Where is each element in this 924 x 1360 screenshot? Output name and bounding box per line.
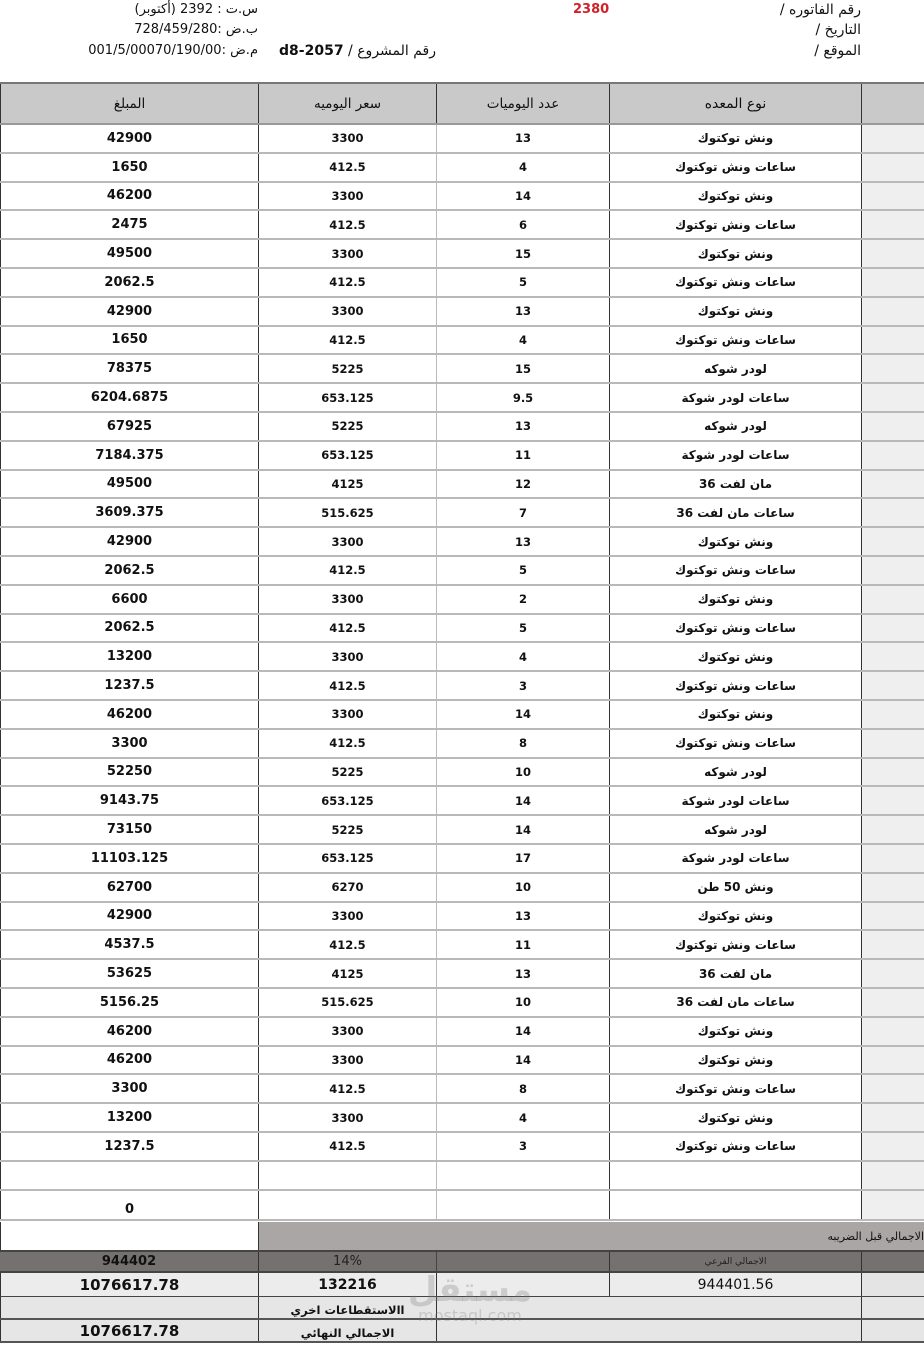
table-row	[0, 643, 924, 672]
subtotal-bar	[0, 1250, 924, 1273]
table-row	[0, 960, 924, 989]
date-label: التاريخ /	[815, 22, 861, 38]
days-cell: 4	[437, 643, 610, 670]
row-stub-cell	[862, 240, 924, 267]
pretax-empty-cell	[0, 1222, 259, 1250]
daily-price-cell: 412.5	[259, 672, 437, 699]
amount-cell: 46200	[0, 1018, 259, 1045]
table-row	[0, 1104, 924, 1133]
project-number: d8-2057	[279, 43, 344, 59]
row-stub-cell	[862, 1047, 924, 1074]
amount-cell: 5156.25	[0, 989, 259, 1016]
amount-cell: 49500	[0, 471, 259, 498]
days-cell: 2	[437, 586, 610, 613]
amount-cell: 11103.125	[0, 845, 259, 872]
project-label-text: رقم المشروع /	[348, 43, 436, 59]
days-cell: 15	[437, 355, 610, 382]
equipment-cell: ونش توكتوك	[610, 643, 862, 670]
days-cell: 5	[437, 269, 610, 296]
column-header-daily-price: سعر اليوميه	[259, 84, 437, 123]
daily-price-cell: 653.125	[259, 384, 437, 411]
row-stub-cell	[862, 528, 924, 555]
row-stub-cell	[862, 701, 924, 728]
table-row	[0, 874, 924, 903]
amount-cell: 13200	[0, 643, 259, 670]
amount-cell: 1237.5	[0, 672, 259, 699]
table-row	[0, 1075, 924, 1104]
table-row	[0, 672, 924, 701]
days-cell: 4	[437, 1104, 610, 1131]
equipment-cell: ونش توكتوك	[610, 125, 862, 152]
amount-cell: 2062.5	[0, 269, 259, 296]
row-stub-cell	[862, 989, 924, 1016]
daily-price-cell: 3300	[259, 903, 437, 930]
table-row	[0, 615, 924, 644]
equipment-cell: ساعات لودر شوكة	[610, 787, 862, 814]
days-cell: 4	[437, 327, 610, 354]
amount-cell: 9143.75	[0, 787, 259, 814]
other-deductions-label: االاستقطاعات اخري	[259, 1297, 437, 1318]
amount-cell: 52250	[0, 759, 259, 786]
table-row	[0, 471, 924, 500]
amount-cell: 3300	[0, 1075, 259, 1102]
watermark-domain: mostaql.com	[418, 1306, 522, 1325]
amount-cell: 7184.375	[0, 442, 259, 469]
row-stub-cell	[862, 845, 924, 872]
commercial-register: س.ت : 2392 (أكتوبر)	[134, 2, 258, 17]
table-row	[0, 528, 924, 557]
equipment-cell: ساعات ونش توكتوك	[610, 1075, 862, 1102]
daily-price-cell: 4125	[259, 471, 437, 498]
tax-amount: 132216	[259, 1273, 437, 1296]
table-row	[0, 355, 924, 384]
row-stub-cell	[862, 499, 924, 526]
table-row	[0, 269, 924, 298]
equipment-cell: ونش توكتوك	[610, 240, 862, 267]
subtotal-bar-stub	[862, 1252, 924, 1271]
amount-cell: 2475	[0, 211, 259, 238]
table-row	[0, 298, 924, 327]
amount-cell: 4537.5	[0, 931, 259, 958]
daily-price-cell: 412.5	[259, 730, 437, 757]
table-row	[0, 442, 924, 471]
row-stub-cell	[862, 557, 924, 584]
equipment-cell: ونش توكتوك	[610, 1018, 862, 1045]
days-cell: 15	[437, 240, 610, 267]
table-row	[0, 816, 924, 845]
daily-price-cell: 412.5	[259, 327, 437, 354]
days-cell: 5	[437, 615, 610, 642]
amount-cell: 73150	[0, 816, 259, 843]
row-stub-cell	[862, 730, 924, 757]
amount-cell: 53625	[0, 960, 259, 987]
days-cell: 13	[437, 413, 610, 440]
row-stub-cell	[862, 1075, 924, 1102]
row-stub-cell	[862, 615, 924, 642]
days-cell: 14	[437, 1018, 610, 1045]
amount-cell: 46200	[0, 701, 259, 728]
table-row	[0, 759, 924, 788]
table-row	[0, 787, 924, 816]
equipment-cell: ونش توكتوك	[610, 298, 862, 325]
equipment-cell: ساعات ونش توكتوك	[610, 1133, 862, 1160]
equipment-cell: ونش توكتوك	[610, 701, 862, 728]
invoice-number: 2380	[573, 2, 610, 17]
days-cell: 3	[437, 1133, 610, 1160]
row-stub-cell	[862, 960, 924, 987]
daily-price-cell: 515.625	[259, 499, 437, 526]
daily-price-cell: 3300	[259, 1047, 437, 1074]
table-row	[0, 1191, 924, 1221]
equipment-cell: ساعات ونش توكتوك	[610, 672, 862, 699]
equipment-cell: ساعات ونش توكتوك	[610, 615, 862, 642]
other-deductions-stub	[862, 1297, 924, 1318]
location-label: الموقع /	[814, 43, 861, 59]
totals-values-empty	[437, 1273, 610, 1296]
amount-cell: 6600	[0, 586, 259, 613]
amount-cell: 42900	[0, 528, 259, 555]
daily-price-cell: 3300	[259, 1018, 437, 1045]
equipment-cell: ونش توكتوك	[610, 903, 862, 930]
subtotal-exact: 944401.56	[610, 1273, 862, 1296]
row-stub-cell	[862, 298, 924, 325]
daily-price-cell: 412.5	[259, 1075, 437, 1102]
project-number-label	[279, 43, 436, 59]
daily-price-cell: 412.5	[259, 931, 437, 958]
row-stub-cell	[862, 874, 924, 901]
days-cell: 10	[437, 989, 610, 1016]
table-header-row	[0, 82, 924, 125]
row-stub-cell	[862, 125, 924, 152]
days-cell: 3	[437, 672, 610, 699]
final-total: 1076617.78	[0, 1320, 259, 1341]
equipment-cell: ونش توكتوك	[610, 183, 862, 210]
pretax-total-label: الاجمالي قبل الضريبه	[827, 1229, 924, 1243]
daily-price-cell: 6270	[259, 874, 437, 901]
subtotal-bar-empty	[437, 1252, 610, 1271]
row-stub-cell	[862, 355, 924, 382]
row-stub-cell	[862, 327, 924, 354]
equipment-cell	[610, 1162, 862, 1189]
equipment-cell: ونش 50 طن	[610, 874, 862, 901]
days-cell: 14	[437, 183, 610, 210]
row-stub-cell	[862, 384, 924, 411]
row-stub-cell	[862, 643, 924, 670]
daily-price-cell: 412.5	[259, 154, 437, 181]
row-stub-cell	[862, 816, 924, 843]
equipment-cell: ساعات لودر شوكة	[610, 442, 862, 469]
daily-price-cell: 3300	[259, 586, 437, 613]
other-deductions-empty	[437, 1297, 862, 1318]
days-cell: 13	[437, 298, 610, 325]
amount-cell: 0	[0, 1191, 259, 1219]
table-row	[0, 1018, 924, 1047]
row-stub-cell	[862, 1018, 924, 1045]
row-stub-cell	[862, 183, 924, 210]
equipment-cell: ساعات ونش توكتوك	[610, 327, 862, 354]
final-total-row	[0, 1320, 924, 1343]
amount-cell: 67925	[0, 413, 259, 440]
table-row	[0, 413, 924, 442]
column-header-stub	[862, 84, 924, 123]
row-stub-cell	[862, 1162, 924, 1189]
row-stub-cell	[862, 586, 924, 613]
equipment-cell: ساعات مان لفت 36	[610, 499, 862, 526]
amount-cell: 3300	[0, 730, 259, 757]
equipment-cell: ونش توكتوك	[610, 1104, 862, 1131]
row-stub-cell	[862, 211, 924, 238]
daily-price-cell: 653.125	[259, 442, 437, 469]
days-cell: 6	[437, 211, 610, 238]
equipment-cell: مان لفت 36	[610, 471, 862, 498]
days-cell: 12	[437, 471, 610, 498]
daily-price-cell: 653.125	[259, 787, 437, 814]
equipment-cell: ساعات ونش توكتوك	[610, 931, 862, 958]
table-row	[0, 1047, 924, 1076]
amount-cell: 1650	[0, 327, 259, 354]
totals-values-stub	[862, 1273, 924, 1296]
days-cell: 11	[437, 442, 610, 469]
amount-cell: 1650	[0, 154, 259, 181]
table-row	[0, 240, 924, 269]
row-stub-cell	[862, 471, 924, 498]
row-stub-cell	[862, 269, 924, 296]
daily-price-cell: 3300	[259, 183, 437, 210]
daily-price-cell: 3300	[259, 701, 437, 728]
equipment-cell: ساعات لودر شوكة	[610, 384, 862, 411]
tax-card-number: ب.ض :728/459/280	[134, 22, 258, 37]
equipment-cell: ونش توكتوك	[610, 1047, 862, 1074]
amount-cell: 1237.5	[0, 1133, 259, 1160]
equipment-cell: ساعات ونش توكتوك	[610, 154, 862, 181]
daily-price-cell: 412.5	[259, 211, 437, 238]
equipment-cell: لودر شوكه	[610, 759, 862, 786]
table-row	[0, 989, 924, 1018]
row-stub-cell	[862, 1104, 924, 1131]
table-row	[0, 154, 924, 183]
daily-price-cell: 3300	[259, 125, 437, 152]
final-total-stub	[862, 1320, 924, 1341]
equipment-cell: ساعات ونش توكتوك	[610, 269, 862, 296]
equipment-cell: ونش توكتوك	[610, 586, 862, 613]
daily-price-cell: 653.125	[259, 845, 437, 872]
invoice-number-label: رقم الفاتوره /	[779, 2, 861, 18]
daily-price-cell: 5225	[259, 816, 437, 843]
days-cell	[437, 1191, 610, 1219]
equipment-cell: ساعات ونش توكتوك	[610, 211, 862, 238]
equipment-cell: مان لفت 36	[610, 960, 862, 987]
days-cell: 8	[437, 1075, 610, 1102]
table-row	[0, 183, 924, 212]
amount-cell	[0, 1162, 259, 1189]
daily-price-cell: 5225	[259, 413, 437, 440]
table-row	[0, 557, 924, 586]
days-cell: 10	[437, 759, 610, 786]
days-cell: 14	[437, 701, 610, 728]
amount-cell: 42900	[0, 125, 259, 152]
table-row	[0, 1162, 924, 1191]
table-row	[0, 586, 924, 615]
row-stub-cell	[862, 787, 924, 814]
daily-price-cell: 5225	[259, 355, 437, 382]
daily-price-cell: 412.5	[259, 1133, 437, 1160]
table-row	[0, 931, 924, 960]
equipment-cell: ساعات ونش توكتوك	[610, 730, 862, 757]
days-cell: 13	[437, 903, 610, 930]
tax-rate: 14%	[259, 1252, 437, 1271]
amount-cell: 42900	[0, 298, 259, 325]
days-cell: 11	[437, 931, 610, 958]
column-header-days: عدد اليوميات	[437, 84, 610, 123]
daily-price-cell: 3300	[259, 240, 437, 267]
equipment-cell: ونش توكتوك	[610, 528, 862, 555]
days-cell: 4	[437, 154, 610, 181]
days-cell: 17	[437, 845, 610, 872]
equipment-cell: لودر شوكه	[610, 355, 862, 382]
equipment-cell: ساعات مان لفت 36	[610, 989, 862, 1016]
other-deductions-value	[0, 1297, 259, 1318]
days-cell	[437, 1162, 610, 1189]
table-row	[0, 384, 924, 413]
days-cell: 13	[437, 528, 610, 555]
amount-cell: 3609.375	[0, 499, 259, 526]
amount-cell: 46200	[0, 183, 259, 210]
days-cell: 14	[437, 1047, 610, 1074]
equipment-cell	[610, 1191, 862, 1219]
days-cell: 7	[437, 499, 610, 526]
table-row	[0, 730, 924, 759]
daily-price-cell: 515.625	[259, 989, 437, 1016]
final-total-label: الاجمالي النهائي	[259, 1320, 437, 1341]
row-stub-cell	[862, 413, 924, 440]
table-row	[0, 125, 924, 154]
row-stub-cell	[862, 931, 924, 958]
row-stub-cell	[862, 1133, 924, 1160]
totals-values-row	[0, 1273, 924, 1297]
amount-cell: 13200	[0, 1104, 259, 1131]
daily-price-cell: 412.5	[259, 269, 437, 296]
equipment-cell: ساعات ونش توكتوك	[610, 557, 862, 584]
amount-cell: 42900	[0, 903, 259, 930]
column-header-equipment: نوع المعده	[610, 84, 862, 123]
table-row	[0, 499, 924, 528]
equipment-cell: لودر شوكه	[610, 413, 862, 440]
daily-price-cell	[259, 1191, 437, 1219]
daily-price-cell: 412.5	[259, 557, 437, 584]
days-cell: 13	[437, 125, 610, 152]
row-stub-cell	[862, 154, 924, 181]
other-deductions-row	[0, 1297, 924, 1320]
amount-cell: 46200	[0, 1047, 259, 1074]
table-row	[0, 327, 924, 356]
table-row	[0, 701, 924, 730]
total-with-tax: 1076617.78	[0, 1273, 259, 1296]
table-row	[0, 903, 924, 932]
column-header-amount: المبلغ	[0, 84, 259, 123]
daily-price-cell	[259, 1162, 437, 1189]
row-stub-cell	[862, 442, 924, 469]
equipment-cell: لودر شوكه	[610, 816, 862, 843]
final-total-empty	[437, 1320, 862, 1341]
daily-price-cell: 412.5	[259, 615, 437, 642]
daily-price-cell: 3300	[259, 643, 437, 670]
table-row	[0, 845, 924, 874]
amount-cell: 78375	[0, 355, 259, 382]
tax-file-number: م.ض :001/5/00070/190/00	[88, 43, 258, 58]
amount-cell: 62700	[0, 874, 259, 901]
days-cell: 13	[437, 960, 610, 987]
pretax-total-row	[0, 1222, 924, 1250]
daily-price-cell: 3300	[259, 528, 437, 555]
daily-price-cell: 3300	[259, 298, 437, 325]
daily-price-cell: 3300	[259, 1104, 437, 1131]
days-cell: 8	[437, 730, 610, 757]
days-cell: 9.5	[437, 384, 610, 411]
row-stub-cell	[862, 759, 924, 786]
days-cell: 5	[437, 557, 610, 584]
subtotal-label: الاجمالي الفرعي	[610, 1252, 862, 1271]
amount-cell: 2062.5	[0, 557, 259, 584]
row-stub-cell	[862, 903, 924, 930]
row-stub-cell	[862, 1191, 924, 1219]
days-cell: 14	[437, 787, 610, 814]
amount-cell: 6204.6875	[0, 384, 259, 411]
row-stub-cell	[862, 672, 924, 699]
table-row	[0, 1133, 924, 1162]
days-cell: 10	[437, 874, 610, 901]
equipment-cell: ساعات لودر شوكة	[610, 845, 862, 872]
subtotal-rounded: 944402	[0, 1252, 259, 1271]
amount-cell: 2062.5	[0, 615, 259, 642]
amount-cell: 49500	[0, 240, 259, 267]
table-row	[0, 211, 924, 240]
daily-price-cell: 5225	[259, 759, 437, 786]
days-cell: 14	[437, 816, 610, 843]
daily-price-cell: 4125	[259, 960, 437, 987]
watermark-brand: مستقل	[407, 1270, 533, 1310]
